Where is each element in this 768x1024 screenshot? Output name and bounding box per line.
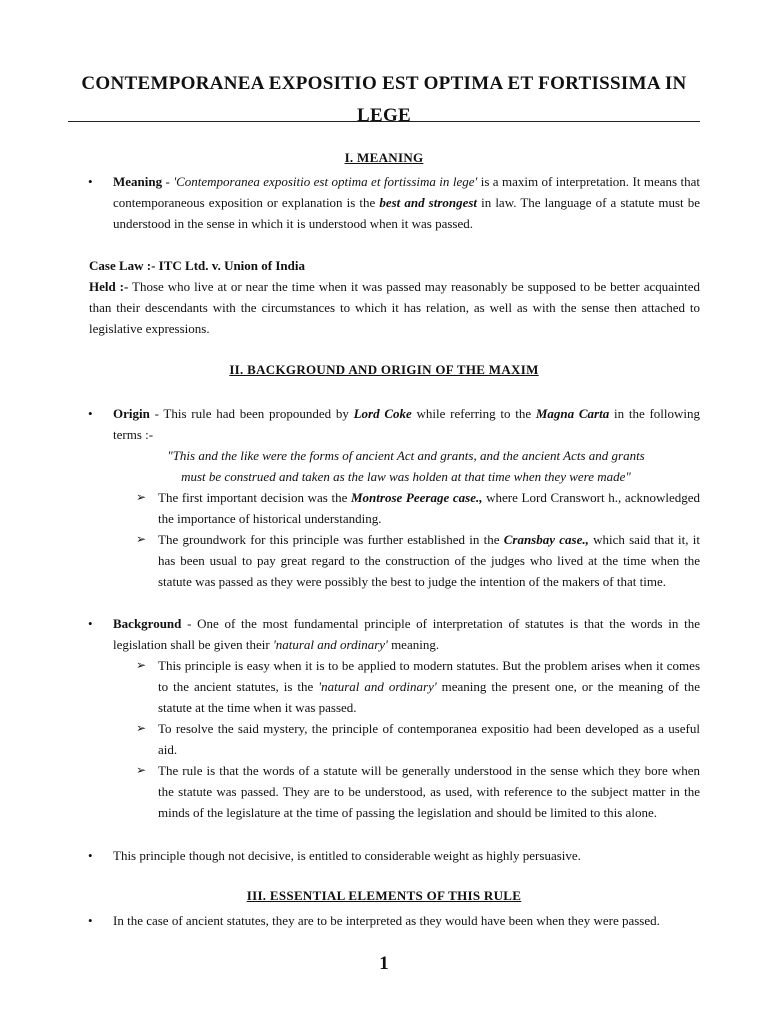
magna-carta: Magna Carta bbox=[535, 406, 610, 421]
bullet-icon: • bbox=[88, 913, 93, 928]
origin-label: Origin bbox=[113, 406, 150, 421]
section-heading-background: II. BACKGROUND AND ORIGIN OF THE MAXIM bbox=[229, 362, 539, 377]
arrow-bullet-icon: ➢ bbox=[136, 763, 147, 777]
section-heading-elements: III. ESSENTIAL ELEMENTS OF THIS RULE bbox=[246, 888, 522, 903]
best-strongest-emphasis: best and strongest bbox=[379, 195, 478, 210]
page-number: 1 bbox=[379, 953, 389, 974]
section-heading-meaning: I. MEANING bbox=[344, 150, 424, 165]
montrose-paragraph: The first important decision was the Montrose Peerage case., where Lord Cranswort h., acknowledged the importance of historical understanding. bbox=[158, 490, 700, 526]
bullet-icon: • bbox=[88, 848, 93, 863]
held-label: Held :- bbox=[89, 279, 129, 294]
natural-ordinary-emphasis: 'natural and ordinary' bbox=[318, 679, 437, 694]
bullet-icon: • bbox=[88, 616, 93, 631]
coke-quote-line-1: "This and the like were the forms of ancient Act and grants, and the ancient Acts and grants bbox=[167, 448, 645, 463]
maxim-quote: 'Contemporanea expositio est optima et fortissima in lege' bbox=[173, 174, 478, 189]
cransbay-case: Cransbay case., bbox=[503, 532, 589, 547]
background-label: Background bbox=[113, 616, 182, 631]
arrow-bullet-icon: ➢ bbox=[136, 721, 147, 735]
bullet-icon: • bbox=[88, 406, 93, 421]
arrow-bullet-icon: ➢ bbox=[136, 658, 147, 672]
montrose-case: Montrose Peerage case., bbox=[351, 490, 483, 505]
ancient-statutes-paragraph: In the case of ancient statutes, they are to be interpreted as they would have been when they were passed. bbox=[113, 913, 660, 928]
document-title: CONTEMPORANEA EXPOSITIO EST OPTIMA ET FORTISSIMA IN LEGE bbox=[81, 73, 687, 126]
persuasive-paragraph: This principle though not decisive, is entitled to considerable weight as highly persuasive. bbox=[113, 848, 581, 863]
coke-quote-line-2: must be construed and taken as the law was holden at that time when they were made" bbox=[181, 469, 631, 484]
meaning-label: Meaning bbox=[113, 174, 163, 189]
bullet-icon: • bbox=[88, 174, 93, 189]
held-paragraph: Held :- Those who live at or near the time when it was passed may reasonably be supposed to be better acquainted than their descendants with the circumstances to which it has relation, as well as with the sense then attached to legislative expressions. bbox=[89, 279, 700, 336]
origin-paragraph: Origin - This rule had been propounded by Lord Coke while referring to the Magna Carta in the following terms :- bbox=[113, 406, 701, 442]
natural-ordinary-emphasis: 'natural and ordinary' bbox=[272, 637, 388, 652]
rule-paragraph: The rule is that the words of a statute will be generally understood in the sense which they bore when the statute was passed. They are to be understood, as used, with reference to the subject matter in the minds of the legislature at the time of passing the legislation and should be limited to this alone. bbox=[158, 763, 700, 820]
meaning-paragraph: Meaning - 'Contemporanea expositio est optima et fortissima in lege' is a maxim of interpretation. It means that contemporaneous exposition or explanation is the best and strongest in law. The language of a statute must be understood in the sense in which it is understood when it was passed. bbox=[113, 174, 700, 231]
case-law-line: Case Law :- ITC Ltd. v. Union of India bbox=[89, 258, 305, 273]
arrow-bullet-icon: ➢ bbox=[136, 532, 147, 546]
modern-statutes-paragraph: This principle is easy when it is to be applied to modern statutes. But the problem arises when it comes to the ancient statutes, is the 'natural and ordinary' meaning the present one, or the meaning of the statute at the time when it was passed. bbox=[158, 658, 700, 715]
cransbay-paragraph: The groundwork for this principle was further established in the Cransbay case., which said that it, it has been usual to pay great regard to the construction of the judges who lived at the time when the statute was passed as they were possibly the best to judge the intention of the makers of that time. bbox=[158, 532, 700, 589]
arrow-bullet-icon: ➢ bbox=[136, 490, 147, 504]
title-underline bbox=[68, 121, 700, 122]
background-paragraph: Background - One of the most fundamental principle of interpretation of statutes is that the words in the legislation shall be given their 'natural and ordinary' meaning. bbox=[113, 616, 700, 652]
lord-coke: Lord Coke bbox=[353, 406, 412, 421]
resolve-mystery-paragraph: To resolve the said mystery, the principle of contemporanea expositio had been developed as a useful aid. bbox=[158, 721, 700, 757]
